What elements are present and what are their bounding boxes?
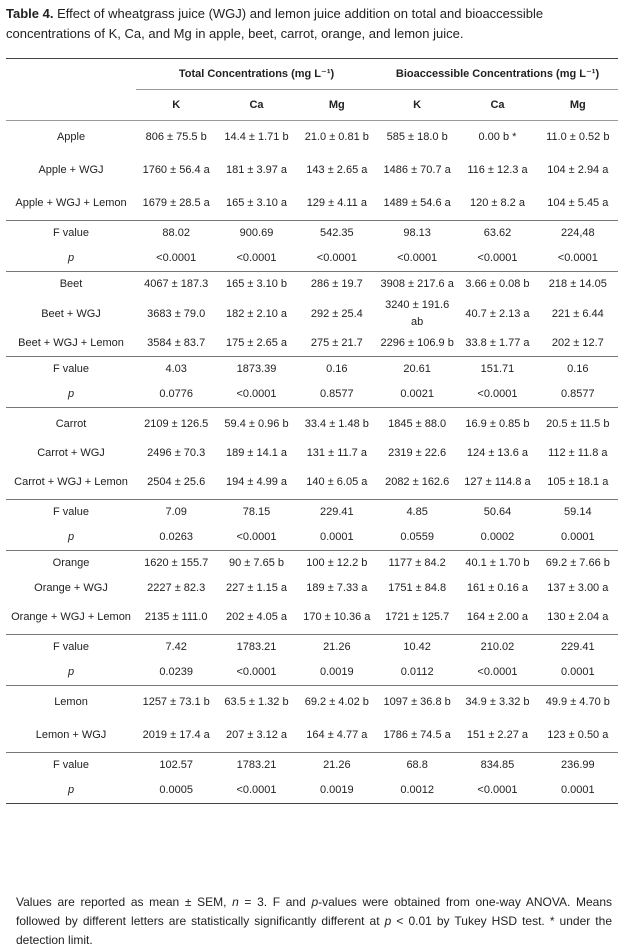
table-cell: 2082 ± 162.6 — [385, 476, 450, 488]
table-cell: 1257 ± 73.1 b — [136, 686, 216, 720]
row-label: F value — [6, 221, 136, 247]
table-cell: 0.0001 — [560, 666, 595, 678]
column-header-total-ca: Ca — [216, 90, 296, 121]
table-cell: 59.4 ± 0.96 b — [216, 408, 296, 442]
table-row — [6, 187, 618, 221]
table-cell: 124 ± 13.6 a — [466, 447, 529, 459]
table-cell: 69.2 ± 7.66 b — [538, 551, 618, 577]
table-cell: 1783.21 — [216, 635, 296, 661]
table-cell: 69.2 ± 4.02 b — [297, 686, 377, 720]
table-cell: 1873.39 — [216, 357, 296, 383]
table-row — [6, 331, 618, 357]
table-cell: 104 ± 5.45 a — [547, 197, 609, 209]
table-cell: 63.5 ± 1.32 b — [216, 686, 296, 720]
table-cell: 1783.21 — [216, 753, 296, 779]
table-cell: 165 ± 3.10 a — [225, 197, 288, 209]
table-cell: <0.0001 — [316, 252, 357, 264]
table-row — [6, 778, 618, 803]
table-cell: 0.0019 — [320, 666, 354, 678]
row-label: Carrot + WGJ — [37, 447, 105, 459]
table-row — [6, 357, 618, 383]
table-cell: 0.0012 — [400, 784, 434, 796]
table-cell: 0.0001 — [560, 531, 595, 543]
table-cell: 0.0001 — [320, 531, 354, 543]
row-label: p — [67, 531, 75, 543]
table-row — [6, 753, 618, 779]
table-cell: 88.02 — [136, 221, 216, 247]
table-cell: 130 ± 2.04 a — [547, 611, 609, 623]
table-cell: 16.9 ± 0.85 b — [457, 408, 537, 442]
table-cell: 275 ± 21.7 — [310, 337, 363, 349]
column-header-total-mg: Mg — [297, 90, 377, 121]
column-header-bio-ca: Ca — [457, 90, 537, 121]
table-label: Table 4. — [6, 6, 54, 21]
bioaccessible-concentrations-header: Bioaccessible Concentrations (mg L⁻¹) — [377, 59, 618, 90]
table-cell: 0.0112 — [400, 666, 434, 678]
table-cell: <0.0001 — [236, 252, 277, 264]
table-cell: 3.66 ± 0.08 b — [457, 272, 537, 298]
table-cell: 2504 ± 25.6 — [147, 476, 206, 488]
table-cell: 49.9 ± 4.70 b — [538, 686, 618, 720]
row-label: Beet + WGJ + Lemon — [18, 337, 124, 349]
row-label: Beet + WGJ — [41, 307, 101, 320]
table-cell: <0.0001 — [477, 252, 518, 264]
table-cell: 2496 ± 70.3 — [147, 447, 206, 459]
table-cell: 4.85 — [377, 500, 457, 526]
column-header-bio-k: K — [377, 90, 457, 121]
table-cell: 175 ± 2.65 a — [225, 337, 288, 349]
table-cell: 78.15 — [216, 500, 296, 526]
column-header-row — [6, 90, 618, 121]
table-footnote — [16, 893, 612, 950]
table-cell: 2227 ± 82.3 — [147, 582, 206, 594]
table-cell: 68.8 — [377, 753, 457, 779]
table-cell: 210.02 — [457, 635, 537, 661]
table-cell: 123 ± 0.50 a — [547, 729, 609, 741]
table-cell: 0.0005 — [159, 784, 194, 796]
table-row — [6, 246, 618, 272]
table-cell: 1845 ± 88.0 — [377, 408, 457, 442]
table-row — [6, 408, 618, 442]
row-label: Apple + WGJ — [38, 164, 104, 176]
table-cell: 127 ± 114.8 a — [464, 476, 531, 488]
row-label: Carrot — [6, 408, 136, 442]
table-cell: 4.03 — [136, 357, 216, 383]
table-cell: <0.0001 — [236, 388, 277, 400]
table-row — [6, 719, 618, 753]
table-row — [6, 272, 618, 298]
table-cell: 2019 ± 17.4 a — [142, 729, 210, 741]
table-cell: 181 ± 3.97 a — [225, 164, 288, 176]
table-cell: 140 ± 6.05 a — [306, 476, 368, 488]
table-cell: 585 ± 18.0 b — [386, 131, 448, 143]
row-label: p — [67, 252, 75, 264]
table-cell: 21.26 — [297, 635, 377, 661]
table-cell: 112 ± 11.8 a — [548, 447, 608, 459]
table-cell: 0.0239 — [159, 666, 194, 678]
table-cell: 900.69 — [216, 221, 296, 247]
table-row — [6, 154, 618, 187]
table-cell: 170 ± 10.36 a — [303, 611, 371, 623]
data-table-container — [6, 58, 618, 804]
table-cell: <0.0001 — [236, 784, 277, 796]
footnote-text: = 3. F and — [238, 895, 312, 909]
table-cell: 1679 ± 28.5 a — [142, 197, 210, 209]
table-cell: 1097 ± 36.8 b — [377, 686, 457, 720]
table-cell: 98.13 — [377, 221, 457, 247]
table-cell: 3584 ± 83.7 — [147, 337, 206, 349]
table-cell: 21.0 ± 0.81 b — [304, 131, 369, 143]
table-cell: 202 ± 12.7 — [551, 337, 604, 349]
table-cell: 137 ± 3.00 a — [547, 582, 609, 594]
table-cell: 116 ± 12.3 a — [467, 164, 528, 176]
row-label: p — [67, 388, 75, 400]
table-row — [6, 686, 618, 720]
table-body — [6, 121, 618, 804]
table-cell: 2109 ± 126.5 — [136, 408, 216, 442]
table-cell: 0.0002 — [480, 531, 515, 543]
table-row — [6, 601, 618, 635]
table-cell: 0.0019 — [320, 784, 354, 796]
empty-header-cell — [6, 59, 136, 90]
table-cell: 20.5 ± 11.5 b — [538, 408, 618, 442]
table-cell: 2319 ± 22.6 — [388, 447, 447, 459]
column-header-total-k: K — [136, 90, 216, 121]
table-cell: 189 ± 7.33 a — [306, 582, 368, 594]
table-cell: 0.8577 — [560, 388, 595, 400]
group-header-row — [6, 59, 618, 90]
table-cell: <0.0001 — [156, 252, 197, 264]
table-cell: 131 ± 11.7 a — [306, 447, 367, 459]
table-cell: 229.41 — [297, 500, 377, 526]
row-label: p — [67, 666, 75, 678]
table-row — [6, 576, 618, 601]
row-label: Orange + WGJ + Lemon — [11, 611, 131, 623]
table-cell: 40.7 ± 2.13 a — [465, 307, 530, 320]
footnote-n: n — [232, 895, 239, 909]
table-cell: 151.71 — [457, 357, 537, 383]
table-cell: 20.61 — [377, 357, 457, 383]
data-table — [6, 59, 618, 803]
table-row — [6, 297, 618, 331]
table-row — [6, 525, 618, 551]
total-concentrations-header: Total Concentrations (mg L⁻¹) — [136, 59, 377, 90]
table-cell: 1489 ± 54.6 a — [383, 197, 451, 209]
table-cell: 1760 ± 56.4 a — [142, 164, 210, 176]
table-cell: 129 ± 4.11 a — [306, 197, 367, 209]
table-cell: 194 ± 4.99 a — [225, 476, 288, 488]
table-cell: 34.9 ± 3.32 b — [457, 686, 537, 720]
table-cell: 834.85 — [457, 753, 537, 779]
table-cell: 33.4 ± 1.48 b — [297, 408, 377, 442]
row-label: p — [67, 784, 75, 796]
table-cell: 0.0021 — [400, 388, 434, 400]
table-cell: 143 ± 2.65 a — [306, 164, 368, 176]
table-cell: 542.35 — [297, 221, 377, 247]
table-cell: 3908 ± 217.6 a — [377, 272, 457, 298]
table-cell: 59.14 — [538, 500, 618, 526]
table-cell: <0.0001 — [477, 784, 518, 796]
table-cell: 189 ± 14.1 a — [225, 447, 288, 459]
row-label: F value — [6, 635, 136, 661]
table-cell: 105 ± 18.1 a — [547, 476, 609, 488]
row-label: F value — [6, 357, 136, 383]
table-cell: <0.0001 — [236, 531, 277, 543]
table-cell: 227 ± 1.15 a — [225, 582, 288, 594]
table-cell: 100 ± 12.2 b — [297, 551, 377, 577]
table-cell: 1620 ± 155.7 — [136, 551, 216, 577]
table-cell: 0.0263 — [159, 531, 194, 543]
table-cell: 7.42 — [136, 635, 216, 661]
table-cell: 90 ± 7.65 b — [216, 551, 296, 577]
row-label: Apple — [56, 131, 86, 143]
table-cell: 21.26 — [297, 753, 377, 779]
row-label: Carrot + WGJ + Lemon — [14, 476, 128, 488]
table-cell: 0.0776 — [159, 388, 194, 400]
empty-header-cell — [6, 90, 136, 121]
table-cell: 151 ± 2.27 a — [466, 729, 529, 741]
table-cell: 40.1 ± 1.70 b — [457, 551, 537, 577]
row-label: Lemon + WGJ — [35, 729, 107, 741]
table-cell: 33.8 ± 1.77 a — [465, 337, 530, 349]
column-header-bio-mg: Mg — [538, 90, 618, 121]
table-cell: 0.0001 — [560, 784, 595, 796]
table-cell: 221 ± 6.44 — [551, 307, 604, 320]
table-cell: 165 ± 3.10 b — [216, 272, 296, 298]
table-cell: 1177 ± 84.2 — [377, 551, 457, 577]
table-row — [6, 382, 618, 408]
table-row — [6, 221, 618, 247]
footnote-text: Values are reported as mean ± SEM, — [16, 895, 233, 909]
table-cell: 102.57 — [136, 753, 216, 779]
row-label: Apple + WGJ + Lemon — [15, 197, 127, 209]
table-cell: 14.4 ± 1.71 b — [224, 131, 289, 143]
footnote-text: < 0.01 by Tukey HSD test. * under the detection limit. — [16, 914, 612, 947]
table-cell: 182 ± 2.10 a — [225, 307, 288, 320]
table-cell: 120 ± 8.2 a — [469, 197, 525, 209]
table-cell: 229.41 — [538, 635, 618, 661]
table-cell: 224,48 — [538, 221, 618, 247]
table-cell: 292 ± 25.4 — [310, 307, 363, 320]
table-cell: 161 ± 0.16 a — [466, 582, 529, 594]
table-row — [6, 466, 618, 500]
table-cell: 0.16 — [297, 357, 377, 383]
table-cell: 0.8577 — [320, 388, 354, 400]
table-cell: <0.0001 — [236, 666, 277, 678]
row-label: F value — [6, 500, 136, 526]
table-row — [6, 121, 618, 155]
table-cell: <0.0001 — [477, 388, 518, 400]
row-label: Orange + WGJ — [34, 582, 108, 594]
table-cell: 10.42 — [377, 635, 457, 661]
table-cell: 164 ± 2.00 a — [466, 611, 529, 623]
table-cell: 806 ± 75.5 b — [145, 131, 207, 143]
footnote-p: p — [384, 914, 392, 928]
table-cell: <0.0001 — [557, 252, 598, 264]
table-row — [6, 660, 618, 686]
footnote-text: -values were obtained from one-way ANOVA. Means followed by different letters are statistically significantly different at — [16, 895, 612, 928]
table-cell: 207 ± 3.12 a — [225, 729, 288, 741]
caption-text: Effect of wheatgrass juice (WGJ) and lemon juice addition on total and bioaccessible concentrations of K, Ca, and Mg in apple, beet, carrot, orange, and lemon juice. — [6, 6, 544, 41]
table-cell: 0.00 b * — [478, 131, 517, 143]
table-cell: 63.62 — [457, 221, 537, 247]
table-cell: <0.0001 — [397, 252, 438, 264]
table-caption — [0, 0, 624, 50]
table-cell: <0.0001 — [477, 666, 518, 678]
table-cell: 218 ± 14.05 — [538, 272, 618, 298]
table-cell: 2135 ± 111.0 — [144, 611, 208, 623]
table-cell: 164 ± 4.77 a — [306, 729, 368, 741]
table-cell: 11.0 ± 0.52 b — [546, 131, 610, 143]
footnote-p: p — [311, 895, 319, 909]
table-cell: 3240 ± 191.6 ab — [385, 299, 450, 328]
table-cell: 104 ± 2.94 a — [547, 164, 609, 176]
table-cell: 286 ± 19.7 — [297, 272, 377, 298]
table-cell: 1486 ± 70.7 a — [383, 164, 451, 176]
table-cell: 1721 ± 125.7 — [385, 611, 450, 623]
table-cell: 2296 ± 106.9 b — [380, 337, 454, 349]
table-row — [6, 500, 618, 526]
table-cell: 4067 ± 187.3 — [136, 272, 216, 298]
table-cell: 0.16 — [538, 357, 618, 383]
table-cell: 0.0559 — [400, 531, 434, 543]
table-cell: 50.64 — [457, 500, 537, 526]
table-cell: 236.99 — [538, 753, 618, 779]
table-cell: 1786 ± 74.5 a — [383, 729, 451, 741]
row-label: Lemon — [6, 686, 136, 720]
table-row — [6, 551, 618, 577]
row-label: Orange — [6, 551, 136, 577]
table-cell: 1751 ± 84.8 — [388, 582, 447, 594]
row-label: Beet — [6, 272, 136, 298]
table-row — [6, 441, 618, 466]
table-cell: 3683 ± 79.0 — [147, 307, 206, 320]
table-row — [6, 635, 618, 661]
table-cell: 7.09 — [136, 500, 216, 526]
row-label: F value — [6, 753, 136, 779]
table-cell: 202 ± 4.05 a — [225, 611, 288, 623]
